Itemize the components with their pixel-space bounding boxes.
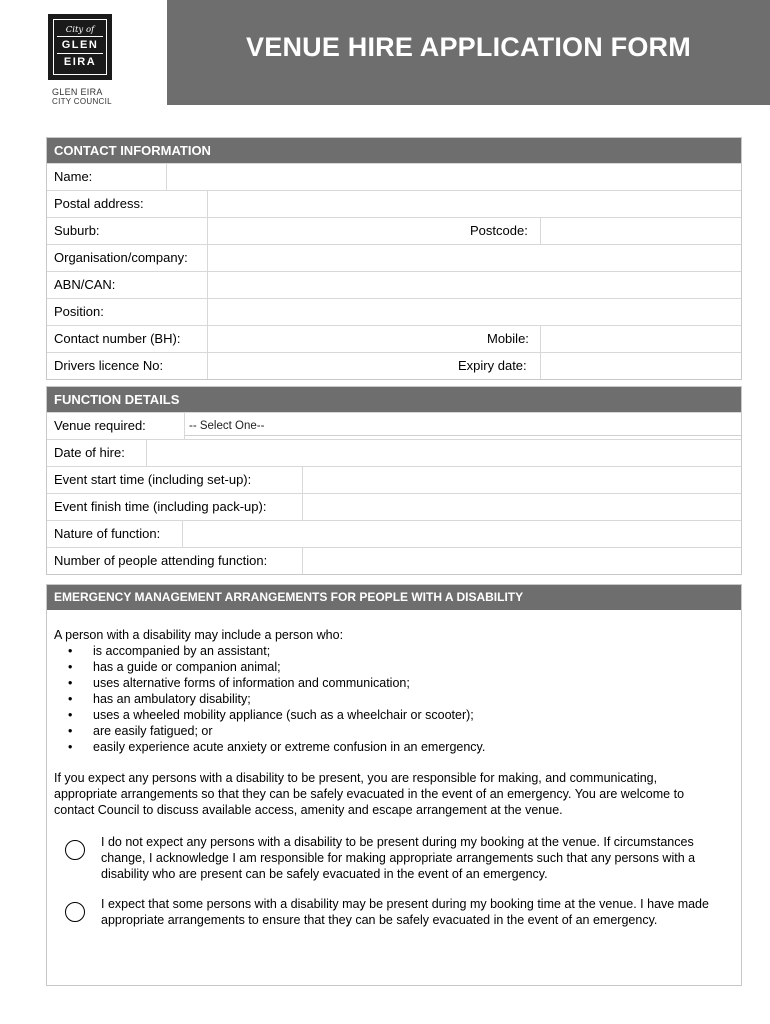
contact-heading: CONTACT INFORMATION [47, 138, 741, 163]
venue-label: Venue required: [54, 418, 146, 433]
abn-label: ABN/CAN: [54, 277, 116, 292]
people-label: Number of people attending function: [54, 553, 268, 568]
licence-row [47, 352, 741, 379]
postal-label: Postal address: [54, 196, 144, 211]
list-item: • has an ambulatory disability; [93, 691, 741, 707]
position-input[interactable] [208, 299, 741, 325]
function-heading: FUNCTION DETAILS [47, 387, 741, 412]
logo-caption: GLEN EIRA CITY COUNCIL [52, 87, 112, 106]
contact-section [46, 137, 742, 380]
list-item: • easily experience acute anxiety or extreme confusion in an emergency. [93, 739, 741, 755]
mobile-label: Mobile: [487, 331, 529, 346]
postcode-label: Postcode: [470, 223, 528, 238]
start-time-input[interactable] [303, 467, 741, 493]
title-banner [167, 0, 770, 105]
finish-time-input[interactable] [303, 494, 741, 520]
organisation-label: Organisation/company: [54, 250, 188, 265]
logo-glen: GLEN [61, 39, 99, 51]
option-no-disability [47, 834, 741, 882]
logo-eira: EIRA [63, 56, 97, 68]
nature-input[interactable] [183, 521, 741, 547]
finish-time-label: Event finish time (including pack-up): [54, 499, 267, 514]
organisation-row [47, 244, 741, 271]
logo-city-of: City of [65, 25, 95, 35]
radio-expect-disability[interactable] [65, 902, 85, 922]
nature-row [47, 520, 741, 547]
council-logo [48, 14, 112, 80]
function-section [46, 386, 742, 575]
abn-input[interactable] [208, 272, 741, 298]
list-item: • uses a wheeled mobility appliance (such as a wheelchair or scooter); [93, 707, 741, 723]
option-expect-disability [47, 896, 741, 928]
position-row [47, 298, 741, 325]
disability-list [47, 643, 741, 755]
option-expect-disability-text: I expect that some persons with a disability may be present during my booking time at the venue. I have made appropriate arrangements to ensure that they can be safely evacuated in the event of an emergency. [101, 897, 709, 927]
contact-bh-input[interactable] [208, 326, 464, 352]
postal-row [47, 190, 741, 217]
date-row [47, 439, 741, 466]
emergency-intro: A person with a disability may include a person who: [54, 628, 344, 642]
expiry-label: Expiry date: [458, 358, 527, 373]
contact-bh-label: Contact number (BH): [54, 331, 181, 346]
list-item: • uses alternative forms of information and communication; [93, 675, 741, 691]
licence-label: Drivers licence No: [54, 358, 164, 373]
suburb-label: Suburb: [54, 223, 100, 238]
list-item: • is accompanied by an assistant; [93, 643, 741, 659]
name-row [47, 163, 741, 190]
list-item: • has a guide or companion animal; [93, 659, 741, 675]
people-input[interactable] [303, 548, 741, 574]
suburb-input[interactable] [208, 218, 464, 244]
option-no-disability-text: I do not expect any persons with a disability to be present during my booking at the venue. If circumstances change, I acknowledge I am responsible for making appropriate arrangements such that any persons with a disability who are present can be safely evacuated in the event of an emergency. [101, 835, 696, 881]
mobile-input[interactable] [541, 326, 741, 352]
finish-time-row [47, 493, 741, 520]
emergency-section [46, 584, 742, 986]
start-time-label: Event start time (including set-up): [54, 472, 252, 487]
postal-input[interactable] [208, 191, 741, 217]
licence-input[interactable] [208, 353, 448, 379]
suburb-row [47, 217, 741, 244]
date-label: Date of hire: [54, 445, 125, 460]
date-input[interactable] [147, 440, 741, 466]
organisation-input[interactable] [208, 245, 741, 271]
venue-select[interactable]: -- Select One-- [185, 417, 741, 436]
name-input[interactable] [167, 164, 741, 190]
name-label: Name: [54, 169, 93, 184]
postcode-input[interactable] [541, 218, 741, 244]
expiry-input[interactable] [541, 353, 741, 379]
venue-row [47, 412, 741, 439]
emergency-paragraph: If you expect any persons with a disability to be present, you are responsible for making, and communicating, appropriate arrangements so that they can be safely evacuated in the event of an emergency. You are welcome to contact Council to discuss available access, amenity and escape arrangement at the venue. [54, 771, 685, 817]
nature-label: Nature of function: [54, 526, 161, 541]
position-label: Position: [54, 304, 104, 319]
contact-number-row [47, 325, 741, 352]
people-row [47, 547, 741, 574]
list-item: • are easily fatigued; or [93, 723, 741, 739]
abn-row [47, 271, 741, 298]
emergency-heading: EMERGENCY MANAGEMENT ARRANGEMENTS FOR PEOPLE WITH A DISABILITY [47, 585, 741, 610]
start-time-row [47, 466, 741, 493]
radio-no-disability[interactable] [65, 840, 85, 860]
page-title: VENUE HIRE APPLICATION FORM [246, 32, 691, 62]
